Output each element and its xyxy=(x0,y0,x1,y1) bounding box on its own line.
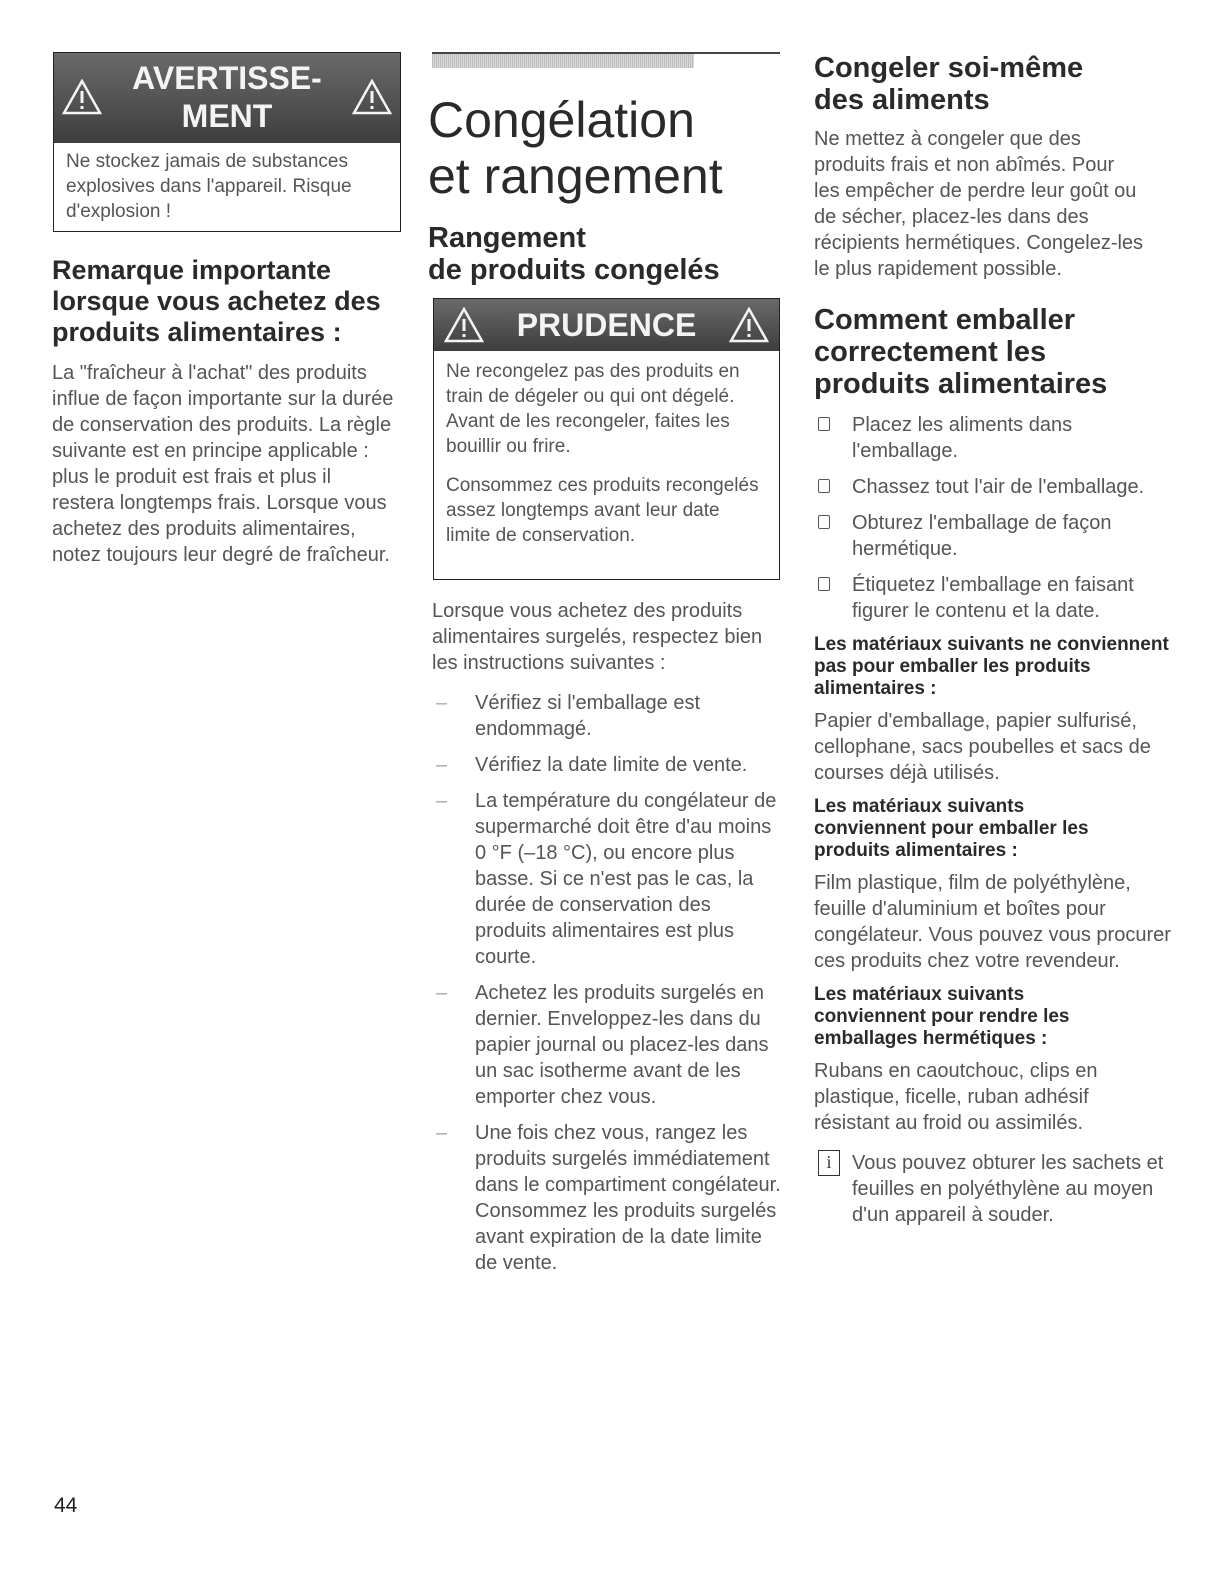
col2-intro: Lorsque vous achetez des produits alimentaires surgelés, respectez bien les instructions suivantes : xyxy=(432,600,763,674)
checklist-item xyxy=(814,510,1174,562)
dash-list xyxy=(432,690,782,1276)
col3-heading-2: Comment emballer correctement les produits alimentaires xyxy=(814,304,1108,400)
dash-list-item-text: Une fois chez vous, rangez les produits surgelés immédiatement dans le compartiment congélateur. Consommez les produits surgelés avant expiration de la date limite de vente. xyxy=(475,1122,781,1274)
checklist-item xyxy=(814,474,1174,500)
sub-heading-2: Les matériaux suivants conviennent pour emballer les produits alimentaires : xyxy=(814,796,1089,861)
caution-text-1: Ne recongelez pas des produits en train de dégeler ou qui ont dégelé. Avant de les recongeler, faites les bouillir ou frire. xyxy=(446,361,740,457)
sub-heading-1: Les matériaux suivants ne conviennent pas pour emballer les produits alimentaires : xyxy=(814,634,1169,699)
dash-bullet: – xyxy=(436,982,448,1004)
dash-list-item xyxy=(432,1120,782,1276)
col2-subheading-line2: de produits congelés xyxy=(428,254,720,286)
dash-list-item xyxy=(432,980,782,1110)
sub-text-1: Papier d'emballage, papier sulfurisé, cellophane, sacs poubelles et sacs de courses déjà utilisés. xyxy=(814,710,1151,784)
dash-bullet: – xyxy=(436,1122,448,1144)
col2-subheading-line1: Rangement xyxy=(428,222,586,254)
info-note xyxy=(814,1150,1174,1228)
checkbox-icon xyxy=(818,479,830,493)
section-top-shade xyxy=(432,54,694,68)
page-number: 44 xyxy=(54,1494,78,1517)
warning-title-line1: AVERTISSE- xyxy=(132,60,322,96)
dash-list-item-text: La température du congélateur de supermarché doit être d'au moins 0 °F (–18 °C), ou encore plus basse. Si ce n'est pas le cas, la durée de conservation des produits alimentaires est plus courte. xyxy=(475,790,777,968)
col1-paragraph: La "fraîcheur à l'achat" des produits influe de façon importante sur la durée de conservation des produits. La règle suivante est en principe applicable : plus le produit est frais et plus il restera longtemps frais. Lorsque vous achetez des produits alimentaires, notez toujours leur degré de fraîcheur. xyxy=(52,362,394,566)
dash-bullet: – xyxy=(436,754,448,776)
dash-list-item xyxy=(432,690,782,742)
checklist-item xyxy=(814,412,1174,464)
checklist-item-text: Chassez tout l'air de l'emballage. xyxy=(852,476,1145,498)
sub-text-3: Rubans en caoutchouc, clips en plastique, ficelle, ruban adhésif résistant au froid ou assimilés. xyxy=(814,1060,1098,1134)
checkbox-icon xyxy=(818,577,830,591)
warning-box xyxy=(53,52,401,232)
dash-list-item xyxy=(432,752,782,778)
info-icon: i xyxy=(818,1150,840,1176)
dash-bullet: – xyxy=(436,692,448,714)
checklist-item-text: Étiquetez l'emballage en faisant figurer le contenu et la date. xyxy=(852,574,1134,622)
checklist-item xyxy=(814,572,1174,624)
dash-list-item-text: Vérifiez la date limite de vente. xyxy=(475,754,748,776)
dash-list-item-text: Vérifiez si l'emballage est endommagé. xyxy=(475,692,701,740)
dash-list-item xyxy=(432,788,782,970)
checklist-item-text: Placez les aliments dans l'emballage. xyxy=(852,414,1073,462)
dash-bullet: – xyxy=(436,790,448,812)
info-text: Vous pouvez obturer les sachets et feuilles en polyéthylène au moyen d'un appareil à souder. xyxy=(852,1152,1164,1226)
page-title-line1: Congélation xyxy=(428,92,695,148)
col1-heading: Remarque importante lorsque vous achetez des produits alimentaires : xyxy=(52,255,381,347)
warning-triangle-icon-right xyxy=(352,79,392,115)
warning-title-line2: MENT xyxy=(181,98,273,134)
caution-title: PRUDENCE xyxy=(516,307,697,343)
warning-banner xyxy=(54,53,400,143)
col3-paragraph-1: Ne mettez à congeler que des produits frais et non abîmés. Pour les empêcher de perdre leur goût ou de sécher, placez-les dans des récipients hermétiques. Congelez-les le plus rapidement possible. xyxy=(814,128,1144,280)
sub-text-2: Film plastique, film de polyéthylène, feuille d'aluminium et boîtes pour congélateur. Vous pouvez vous procurer ces produits chez votre revendeur. xyxy=(814,872,1171,972)
sub-heading-3: Les matériaux suivants conviennent pour rendre les emballages hermétiques : xyxy=(814,984,1070,1049)
dash-list-item-text: Achetez les produits surgelés en dernier. Enveloppez-les dans du papier journal ou placez-les dans un sac isotherme avant de les emporter chez vous. xyxy=(475,982,769,1108)
caution-box xyxy=(433,298,780,580)
checkbox-icon xyxy=(818,515,830,529)
checklist xyxy=(814,412,1174,624)
checkbox-icon xyxy=(818,417,830,431)
checklist-item-text: Obturez l'emballage de façon hermétique. xyxy=(852,512,1112,560)
warning-triangle-icon-right xyxy=(729,307,769,343)
page-title-line2: et rangement xyxy=(428,148,723,204)
caution-banner xyxy=(434,299,779,351)
warning-text: Ne stockez jamais de substances explosives dans l'appareil. Risque d'explosion ! xyxy=(66,151,352,222)
col3-heading-1: Congeler soi-même des aliments xyxy=(814,52,1084,116)
caution-text-2: Consommez ces produits recongelés assez longtemps avant leur date limite de conservation. xyxy=(446,475,759,546)
